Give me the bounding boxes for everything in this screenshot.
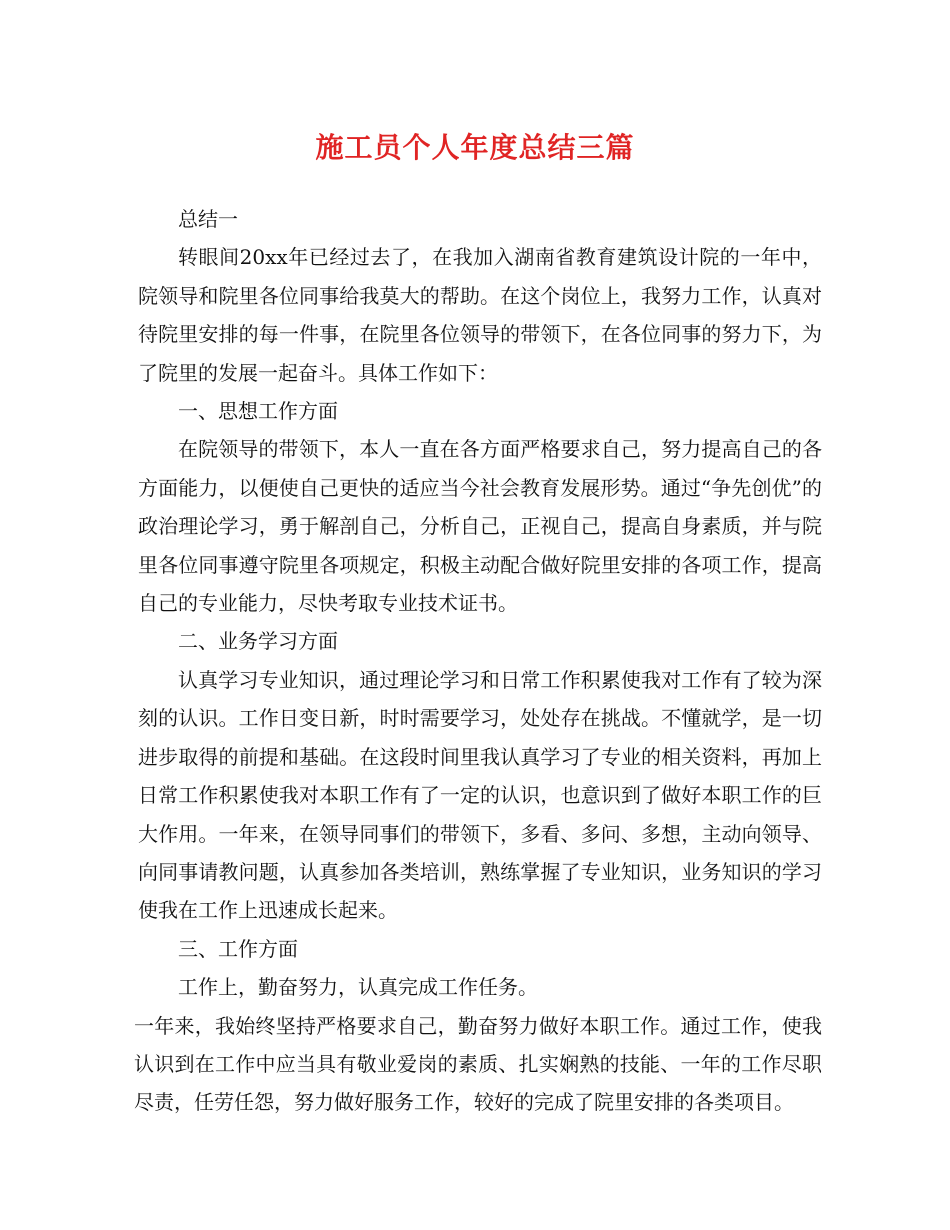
work-lead-paragraph: 工作上，勤奋努力，认真完成工作任务。 (178, 975, 538, 1000)
section-heading-summary-one: 总结一 (178, 207, 238, 231)
business-study-paragraph: 认真学习专业知识，通过理论学习和日常工作积累使我对工作有了较为深刻的认识。工作日变日新，时时需要学习，处处存在挑战。不懂就学，是一切进步取得的前提和基础。在这段时间里我认真学习了专业的相关资料，再加上日常工作积累使我对本职工作有了一定的认识，也意识到了做好本职工作的巨大作用。一年来，在领导同事们的带领下，多看、多问、多想，主动向领导、向同事请教问题，认真参加各类培训，熟练掌握了专业知识，业务知识的学习使我在工作上迅速成长起来。 (138, 667, 822, 923)
heading-business-study: 二、业务学习方面 (178, 629, 338, 654)
heading-work: 三、工作方面 (178, 936, 298, 961)
ideology-paragraph: 在院领导的带领下，本人一直在各方面严格要求自己，努力提高自己的各方面能力，以便使自己更快的适应当今社会教育发展形势。通过“争先创优”的政治理论学习，勇于解剖自己，分析自己，正视自己，提高自身素质，并与院里各位同事遵守院里各项规定，积极主动配合做好院里安排的各项工作，提高自己的专业能力，尽快考取专业技术证书。 (138, 437, 822, 616)
document-title: 施工员个人年度总结三篇 (315, 131, 635, 164)
document-body (134, 200, 822, 1122)
work-paragraph: 一年来，我始终坚持严格要求自己，勤奋努力做好本职工作。通过工作，使我认识到在工作中应当具有敬业爱岗的素质、扎实娴熟的技能、一年的工作尽职尽责，任劳任怨，努力做好服务工作，较好的完成了院里安排的各类项目。 (134, 1013, 822, 1115)
intro-paragraph: 转眼间20xx年已经过去了，在我加入湖南省教育建筑设计院的一年中，院领导和院里各位同事给我莫大的帮助。在这个岗位上，我努力工作，认真对待院里安排的每一件事，在院里各位领导的带领下，在各位同事的努力下，为了院里的发展一起奋斗。具体工作如下： (138, 245, 822, 385)
heading-ideology-work: 一、思想工作方面 (178, 399, 338, 424)
